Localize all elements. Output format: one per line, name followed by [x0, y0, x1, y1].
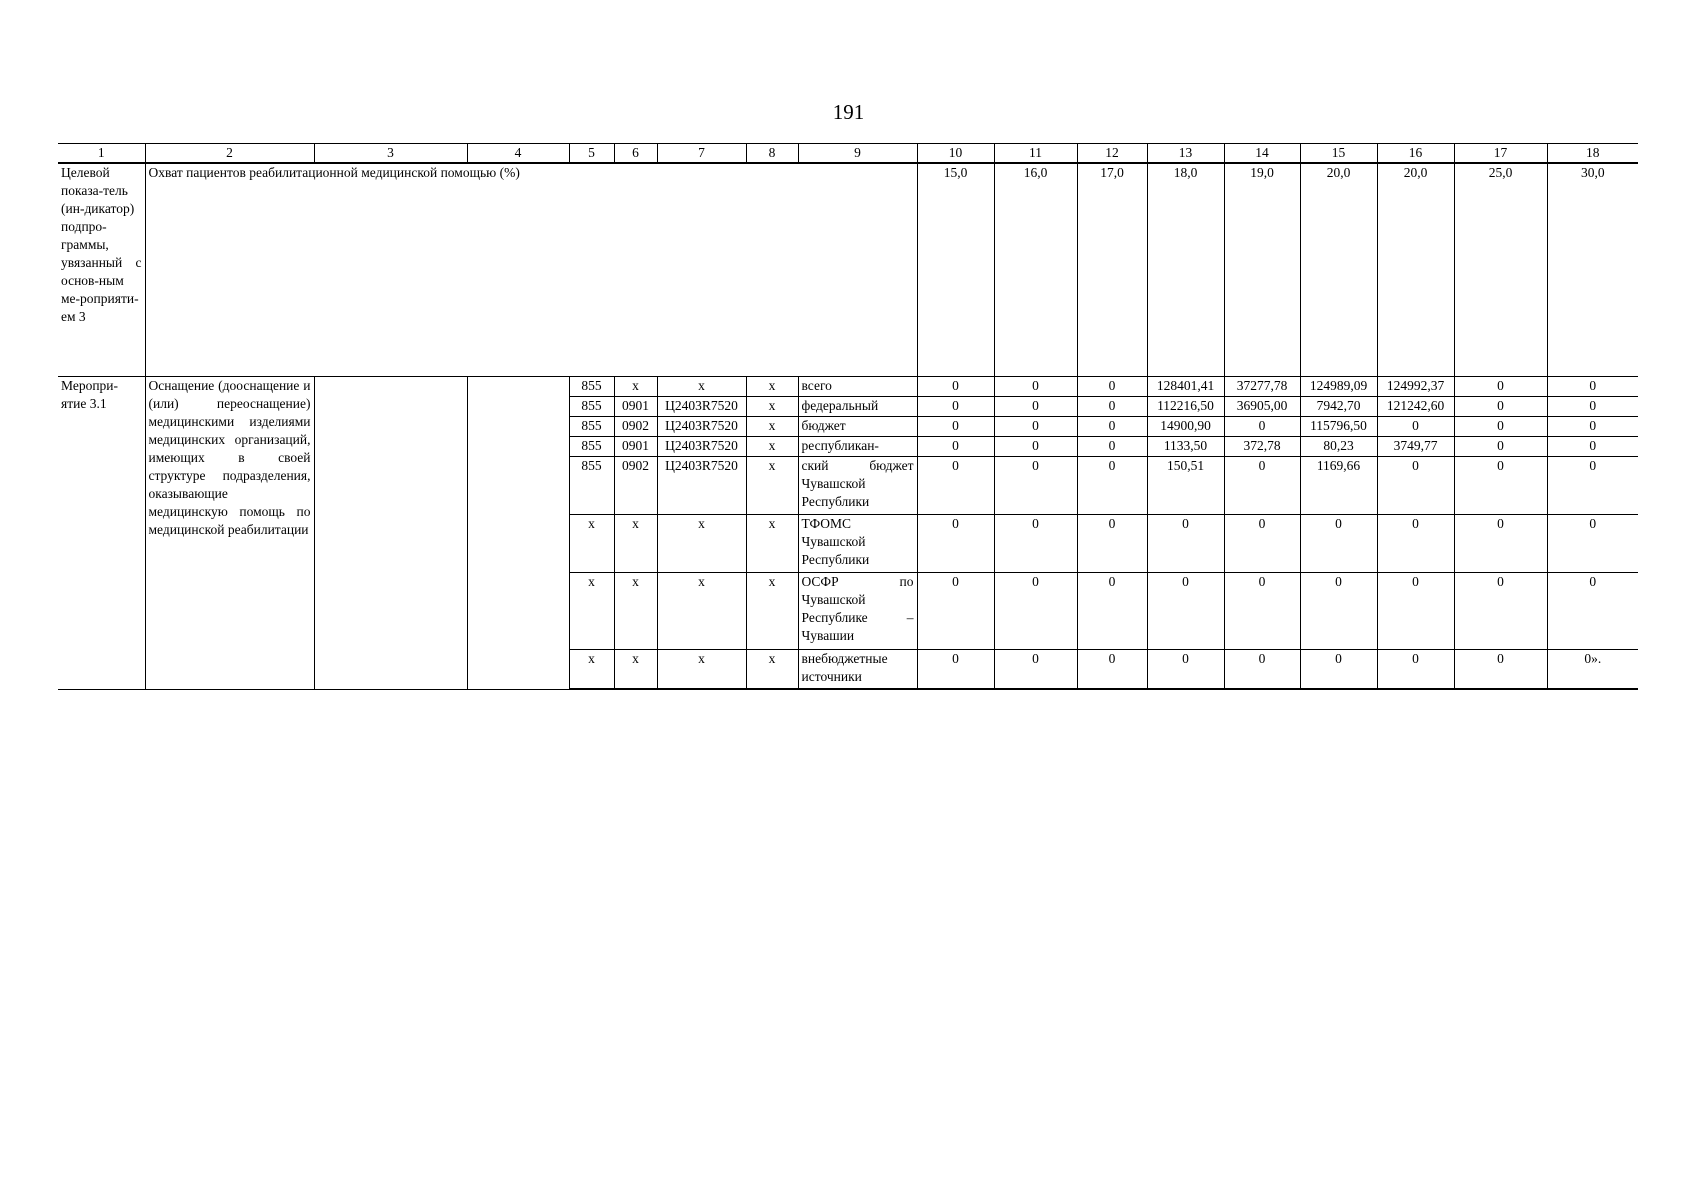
measure-col3 — [314, 377, 467, 690]
funding-value: 7942,70 — [1300, 397, 1377, 417]
funding-value: 0 — [1547, 377, 1638, 397]
section-code: х — [614, 515, 657, 573]
grbs-code: х — [569, 650, 614, 690]
measure-row — [58, 377, 1638, 397]
section-code: х — [614, 573, 657, 650]
grbs-code: 855 — [569, 397, 614, 417]
funding-value: 0 — [1547, 437, 1638, 457]
funding-value: 0 — [1147, 650, 1224, 690]
header-cell: 15 — [1300, 144, 1377, 164]
header-cell: 6 — [614, 144, 657, 164]
funding-value: 0 — [994, 515, 1077, 573]
funding-value: 0 — [1454, 377, 1547, 397]
funding-value: 124989,09 — [1300, 377, 1377, 397]
indicator-label: Целевой показа-тель (ин-дикатор) подпро-граммы, увязанный с основ-ным ме-роприяти-ем 3 — [58, 163, 145, 377]
funding-value: 0 — [1547, 397, 1638, 417]
indicator-value: 15,0 — [917, 163, 994, 377]
funding-source: ТФОМС Чувашской Республики — [798, 515, 917, 573]
funding-value: 0 — [994, 417, 1077, 437]
funding-value: 0 — [1077, 457, 1147, 515]
indicator-text: Охват пациентов реабилитационной медицинской помощью (%) — [145, 163, 917, 377]
funding-value: 0 — [1147, 573, 1224, 650]
funding-value: 0 — [994, 573, 1077, 650]
header-cell: 3 — [314, 144, 467, 164]
target-article-code: Ц2403R7520 — [657, 397, 746, 417]
measure-col4 — [467, 377, 569, 690]
header-cell: 8 — [746, 144, 798, 164]
funding-value: 1169,66 — [1300, 457, 1377, 515]
funding-value: 0 — [917, 377, 994, 397]
funding-value: 0 — [1077, 650, 1147, 690]
header-cell: 11 — [994, 144, 1077, 164]
grbs-code: 855 — [569, 457, 614, 515]
funding-value: 0 — [1454, 417, 1547, 437]
funding-source: ОСФР по Чувашской Республике – Чувашии — [798, 573, 917, 650]
target-article-code: х — [657, 377, 746, 397]
funding-value: 0 — [994, 377, 1077, 397]
funding-value: 0 — [1454, 457, 1547, 515]
funding-value: 0 — [1377, 417, 1454, 437]
funding-value: 0 — [1547, 573, 1638, 650]
funding-source: внебюджетные источники — [798, 650, 917, 690]
header-cell: 7 — [657, 144, 746, 164]
header-cell: 5 — [569, 144, 614, 164]
funding-value: 0 — [1547, 457, 1638, 515]
grbs-code: х — [569, 573, 614, 650]
section-code: 0902 — [614, 457, 657, 515]
funding-value: 121242,60 — [1377, 397, 1454, 417]
expense-type-code: х — [746, 457, 798, 515]
indicator-value: 20,0 — [1377, 163, 1454, 377]
funding-value: 0 — [1224, 573, 1300, 650]
grbs-code: 855 — [569, 417, 614, 437]
funding-value: 0 — [1454, 573, 1547, 650]
funding-value: 112216,50 — [1147, 397, 1224, 417]
funding-value: 0 — [917, 650, 994, 690]
grbs-code: х — [569, 515, 614, 573]
expense-type-code: х — [746, 417, 798, 437]
indicator-value: 20,0 — [1300, 163, 1377, 377]
section-code: 0901 — [614, 397, 657, 417]
funding-value: 0 — [994, 437, 1077, 457]
section-code: 0901 — [614, 437, 657, 457]
funding-value: 0 — [1377, 515, 1454, 573]
header-cell: 18 — [1547, 144, 1638, 164]
funding-source: федеральный — [798, 397, 917, 417]
funding-value: 150,51 — [1147, 457, 1224, 515]
funding-value: 0 — [1377, 457, 1454, 515]
header-cell: 2 — [145, 144, 314, 164]
funding-value: 0 — [917, 457, 994, 515]
funding-value: 372,78 — [1224, 437, 1300, 457]
budget-table — [58, 143, 1638, 690]
measure-label: Меропри-ятие 3.1 — [58, 377, 145, 690]
expense-type-code: х — [746, 397, 798, 417]
funding-value: 0 — [1454, 397, 1547, 417]
funding-value: 0 — [1077, 397, 1147, 417]
indicator-value: 17,0 — [1077, 163, 1147, 377]
funding-source: бюджет — [798, 417, 917, 437]
header-cell: 12 — [1077, 144, 1147, 164]
funding-value: 0 — [917, 437, 994, 457]
header-cell: 4 — [467, 144, 569, 164]
funding-value: 14900,90 — [1147, 417, 1224, 437]
funding-value: 0 — [1454, 650, 1547, 690]
funding-value: 1133,50 — [1147, 437, 1224, 457]
target-article-code: х — [657, 650, 746, 690]
funding-value: 0 — [1077, 417, 1147, 437]
indicator-value: 19,0 — [1224, 163, 1300, 377]
funding-value: 0 — [1224, 515, 1300, 573]
funding-value: 0 — [1224, 650, 1300, 690]
header-cell: 10 — [917, 144, 994, 164]
funding-value: 0». — [1547, 650, 1638, 690]
indicator-value: 25,0 — [1454, 163, 1547, 377]
funding-value: 0 — [994, 397, 1077, 417]
header-cell: 9 — [798, 144, 917, 164]
section-code: х — [614, 650, 657, 690]
target-article-code: х — [657, 515, 746, 573]
funding-source: ский бюджет Чувашской Республики — [798, 457, 917, 515]
funding-source: республикан- — [798, 437, 917, 457]
funding-value: 0 — [994, 457, 1077, 515]
measure-description: Оснащение (дооснащение и (или) переоснащение) медицинскими изделиями медицинских организаций, имеющих в своей структуре подразделения, оказывающие медицинскую помощь по медицинской реабилитации — [145, 377, 314, 690]
expense-type-code: х — [746, 515, 798, 573]
target-article-code: Ц2403R7520 — [657, 457, 746, 515]
funding-value: 0 — [1547, 417, 1638, 437]
funding-value: 0 — [1077, 573, 1147, 650]
funding-value: 128401,41 — [1147, 377, 1224, 397]
header-cell: 17 — [1454, 144, 1547, 164]
section-code: х — [614, 377, 657, 397]
funding-value: 36905,00 — [1224, 397, 1300, 417]
expense-type-code: х — [746, 437, 798, 457]
expense-type-code: х — [746, 650, 798, 690]
funding-value: 0 — [1300, 573, 1377, 650]
indicator-row — [58, 163, 1638, 377]
funding-value: 0 — [917, 417, 994, 437]
target-article-code: х — [657, 573, 746, 650]
funding-value: 115796,50 — [1300, 417, 1377, 437]
funding-source: всего — [798, 377, 917, 397]
header-cell: 14 — [1224, 144, 1300, 164]
expense-type-code: х — [746, 377, 798, 397]
funding-value: 0 — [917, 515, 994, 573]
funding-value: 80,23 — [1300, 437, 1377, 457]
funding-value: 0 — [1300, 515, 1377, 573]
expense-type-code: х — [746, 573, 798, 650]
target-article-code: Ц2403R7520 — [657, 417, 746, 437]
funding-value: 0 — [994, 650, 1077, 690]
section-code: 0902 — [614, 417, 657, 437]
funding-value: 0 — [1224, 417, 1300, 437]
funding-value: 0 — [1454, 437, 1547, 457]
funding-value: 0 — [1077, 437, 1147, 457]
funding-value: 37277,78 — [1224, 377, 1300, 397]
funding-value: 0 — [1147, 515, 1224, 573]
funding-value: 124992,37 — [1377, 377, 1454, 397]
target-article-code: Ц2403R7520 — [657, 437, 746, 457]
header-cell: 1 — [58, 144, 145, 164]
page-number: 191 — [832, 100, 865, 124]
funding-value: 0 — [1077, 377, 1147, 397]
funding-value: 0 — [1377, 650, 1454, 690]
funding-value: 0 — [917, 397, 994, 417]
indicator-value: 16,0 — [994, 163, 1077, 377]
funding-value: 0 — [1377, 573, 1454, 650]
funding-value: 0 — [917, 573, 994, 650]
funding-value: 3749,77 — [1377, 437, 1454, 457]
funding-value: 0 — [1077, 515, 1147, 573]
funding-value: 0 — [1300, 650, 1377, 690]
header-row — [58, 144, 1638, 164]
indicator-value: 18,0 — [1147, 163, 1224, 377]
header-cell: 16 — [1377, 144, 1454, 164]
funding-value: 0 — [1454, 515, 1547, 573]
header-cell: 13 — [1147, 144, 1224, 164]
funding-value: 0 — [1547, 515, 1638, 573]
funding-value: 0 — [1224, 457, 1300, 515]
indicator-value: 30,0 — [1547, 163, 1638, 377]
grbs-code: 855 — [569, 437, 614, 457]
grbs-code: 855 — [569, 377, 614, 397]
